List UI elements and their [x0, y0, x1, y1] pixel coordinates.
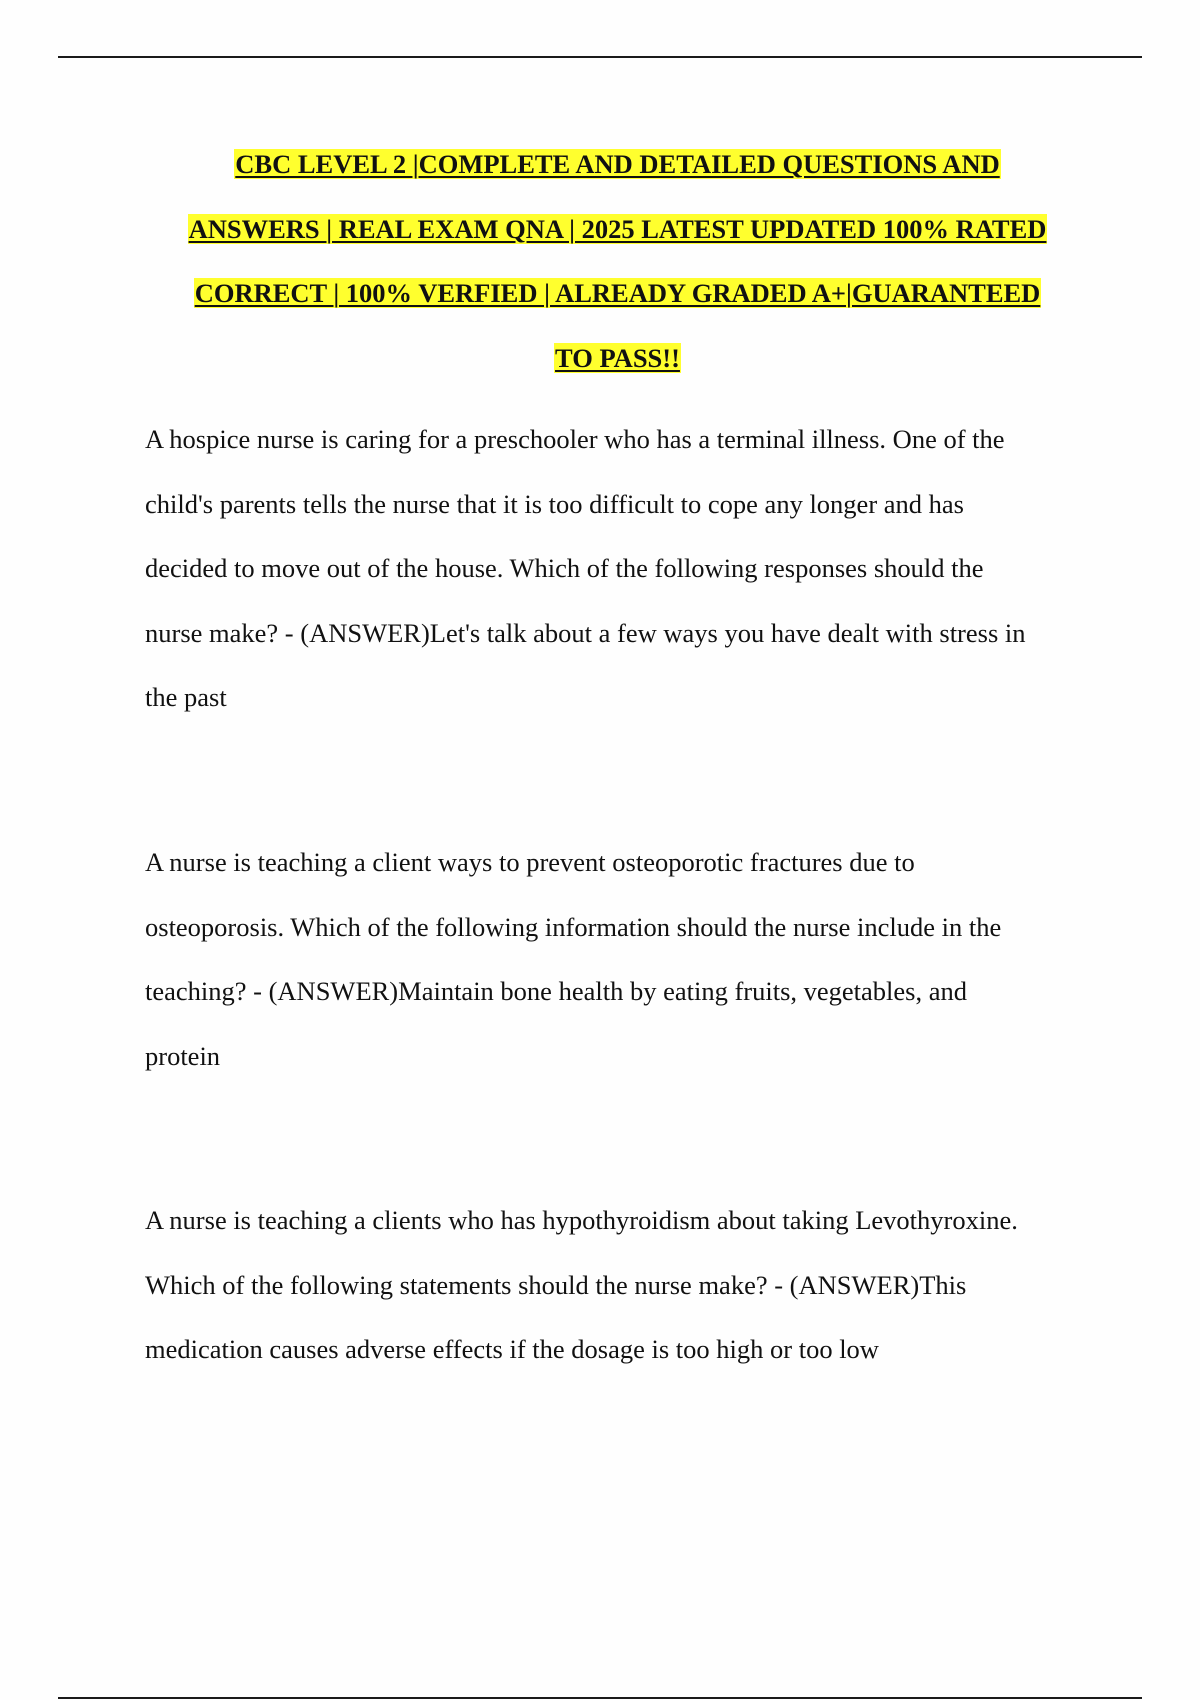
paragraph-line: the past	[145, 682, 227, 712]
title-line-text: CBC LEVEL 2 |COMPLETE AND DETAILED QUESTIONS AND	[235, 149, 1000, 179]
paragraph-line: teaching? - (ANSWER)Maintain bone health by eating fruits, vegetables, and	[145, 976, 967, 1006]
title-line	[140, 136, 1095, 201]
title-line-text: TO PASS!!	[555, 342, 680, 373]
paragraph-line: A nurse is teaching a clients who has hypothyroidism about taking Levothyroxine.	[145, 1205, 1018, 1235]
paragraph-line: medication causes adverse effects if the dosage is too high or too low	[145, 1334, 879, 1364]
question-paragraph	[145, 1188, 1105, 1382]
document-title	[140, 136, 1095, 394]
paragraph-line: Which of the following statements should the nurse make? - (ANSWER)This	[145, 1269, 967, 1300]
question-paragraph	[145, 407, 1105, 730]
title-line	[140, 201, 1095, 266]
paragraph-line: osteoporosis. Which of the following information should the nurse include in the	[145, 911, 1002, 942]
paragraph-line: child's parents tells the nurse that it is too difficult to cope any longer and has	[145, 488, 964, 519]
footer-rule	[58, 1697, 1142, 1699]
paragraph-line: A hospice nurse is caring for a preschooler who has a terminal illness. One of the	[145, 424, 1005, 454]
paragraph-line: A nurse is teaching a client ways to prevent osteoporotic fractures due to	[145, 847, 915, 877]
question-paragraph	[145, 830, 1105, 1088]
paragraph-line: protein	[145, 1040, 221, 1071]
title-line-text: CORRECT | 100% VERFIED | ALREADY GRADED A+|GUARANTEED	[194, 278, 1041, 308]
title-line-text: ANSWERS | REAL EXAM QNA | 2025 LATEST UPDATED 100% RATED	[188, 213, 1047, 244]
paragraph-line: decided to move out of the house. Which of the following responses should the	[145, 553, 984, 583]
title-line	[140, 330, 1095, 395]
header-rule	[58, 56, 1142, 58]
paragraph-line: nurse make? - (ANSWER)Let's talk about a few ways you have dealt with stress in	[145, 617, 1026, 648]
title-line	[140, 265, 1095, 330]
